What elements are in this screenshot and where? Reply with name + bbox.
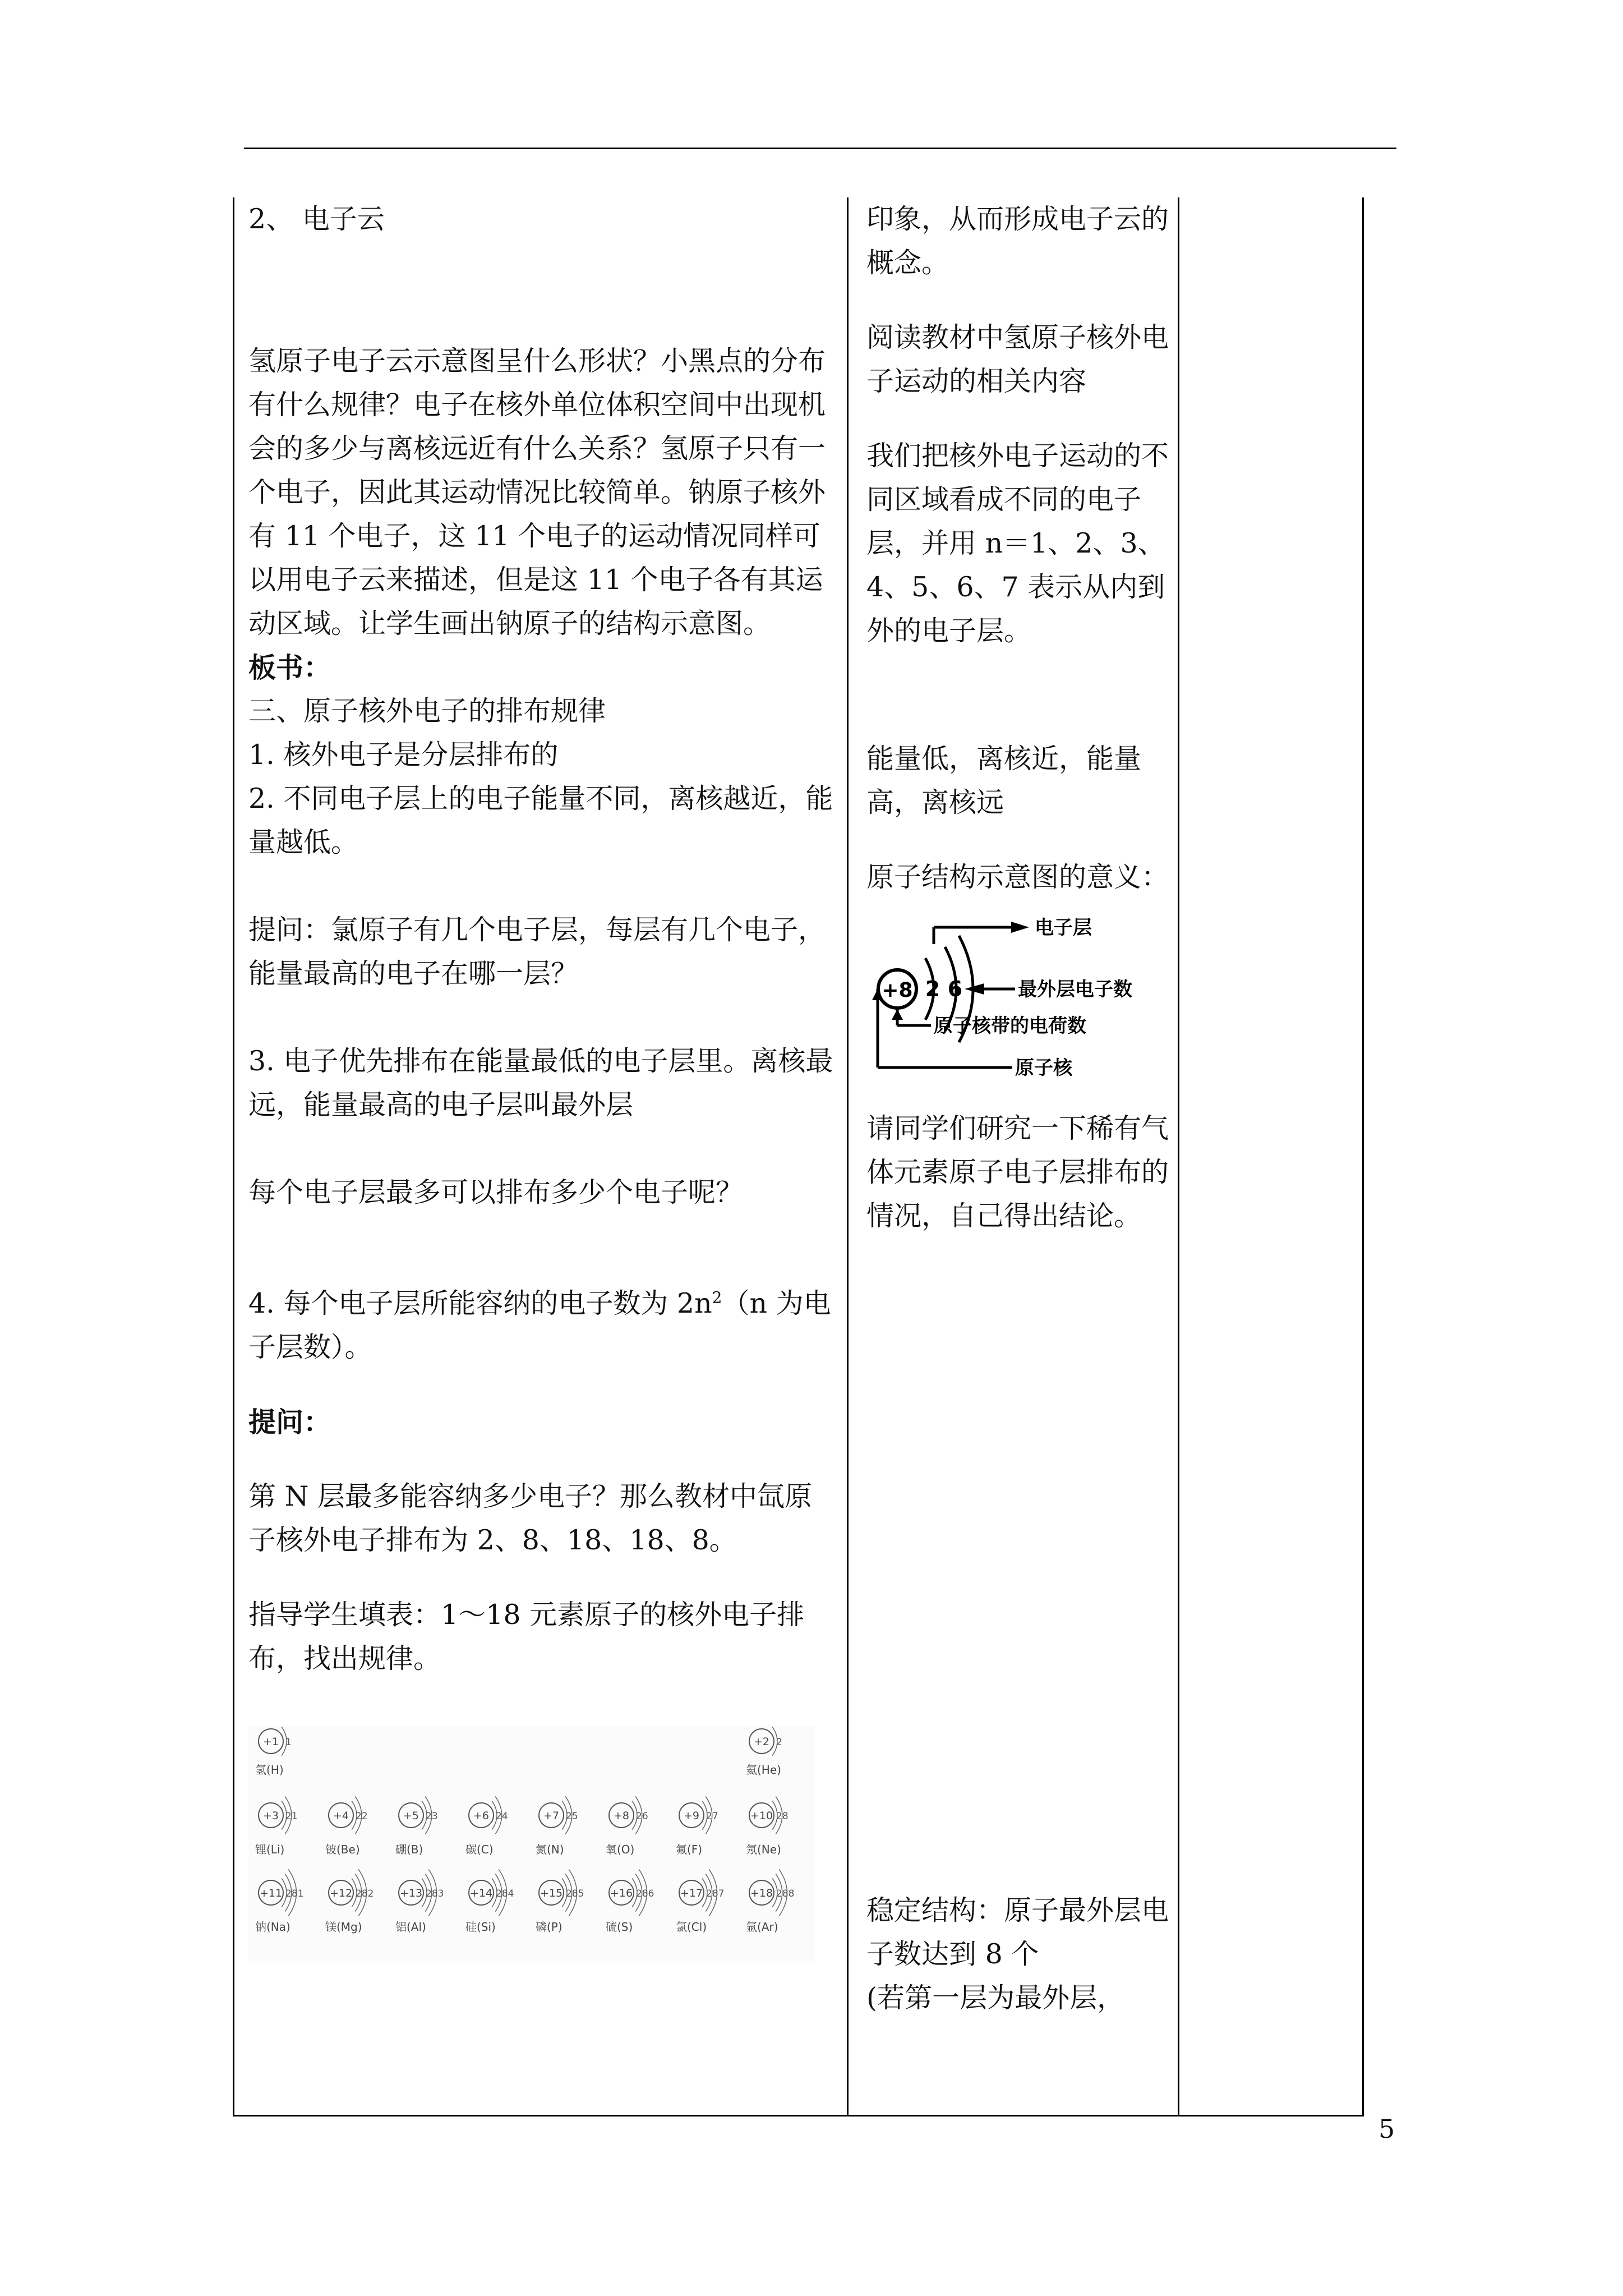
note-first-shell: (若第一层为最外层， (866, 1982, 1125, 2014)
guide-instruction: 指导学生填表：1～18 元素原子的核外电子排布，找出规律。 (248, 1599, 805, 1674)
element-diagram (325, 1796, 368, 1856)
element-name: 氮(N) (536, 1843, 564, 1856)
atomic-structure-svg (866, 905, 1178, 1107)
element-charge: +1 (262, 1736, 279, 1748)
element-diagram (536, 1869, 584, 1934)
page-number: 5 (1378, 2114, 1395, 2144)
element-shell-counts: 26 (636, 1811, 648, 1822)
element-diagram (255, 1796, 298, 1856)
element-name: 氩(Ar) (746, 1920, 778, 1934)
element-diagram (255, 1869, 303, 1934)
question-xenon: 第 N 层最多能容纳多少电子？那么教材中氙原子核外电子排布为 2、8、18、18、8。 (248, 1480, 813, 1556)
element-shell-counts: 284 (496, 1888, 514, 1899)
element-charge: +15 (540, 1887, 563, 1899)
element-name: 铍(Be) (325, 1843, 360, 1856)
element-diagram (606, 1869, 654, 1934)
element-diagram (606, 1796, 648, 1856)
element-shell-diagrams (248, 1726, 815, 1961)
teacher-activity-column (248, 197, 837, 1961)
element-shell-counts: 24 (496, 1811, 508, 1822)
element-charge: +9 (683, 1810, 700, 1822)
element-diagram (325, 1869, 374, 1934)
element-diagram (395, 1869, 444, 1934)
element-diagram (676, 1796, 718, 1856)
element-name: 碳(C) (465, 1843, 494, 1856)
element-name: 镁(Mg) (325, 1920, 362, 1934)
note-noble-gas: 请同学们研究一下稀有气体元素原子电子层排布的情况，自己得出结论。 (866, 1112, 1169, 1232)
element-diagram (465, 1796, 508, 1856)
element-charge: +16 (610, 1887, 633, 1899)
element-diagram (536, 1796, 578, 1856)
element-charge: +3 (262, 1810, 279, 1822)
element-charge: +18 (750, 1887, 773, 1899)
element-shell-counts: 22 (356, 1811, 368, 1822)
note-energy: 能量低，离核近，能量高，离核远 (866, 743, 1142, 818)
element-name: 硅(Si) (465, 1920, 496, 1934)
element-shell-counts: 288 (776, 1888, 795, 1899)
note-electron-shells: 我们把核外电子运动的不同区域看成不同的电子层，并用 n＝1、2、3、4、5、6、7 表示从内到外的电子层。 (866, 440, 1169, 647)
charge-arrow-icon (892, 1009, 903, 1020)
element-shell-counts: 2 (776, 1737, 782, 1748)
element-diagram (746, 1796, 789, 1856)
rule-4-text: 4. 每个电子层所能容纳的电子数为 2n (248, 1287, 712, 1319)
electron-cloud-paragraph: 氢原子电子云示意图呈什么形状？小黑点的分布有什么规律？电子在核外单位体积空间中出现机会的多少与离核远近有什么关系？氢原子只有一个电子，因此其运动情况比较简单。钠原子核外有 11 个电子，这 11 个电子的运动情况同样可以用电子云来描述，但是这 11 个电子各有其运动区域。让学生画出钠原子的结构示意图。 (248, 345, 826, 639)
label-nucleus: 原子核 (1015, 1057, 1072, 1079)
element-shell-counts: 27 (706, 1811, 718, 1822)
element-name: 氖(Ne) (746, 1843, 781, 1856)
rule-4-suffix: （n 为电子层数）。 (248, 1287, 831, 1363)
element-charge: +4 (333, 1810, 349, 1822)
element-name: 氦(He) (746, 1763, 781, 1777)
element-charge: +2 (753, 1736, 770, 1748)
element-diagram (746, 1869, 794, 1934)
element-name: 硫(S) (606, 1920, 633, 1934)
student-activity-column (866, 197, 1178, 2020)
nucleus-charge: +8 (882, 979, 913, 1002)
rule-1: 1. 核外电子是分层排布的 (248, 739, 559, 771)
element-charge: +12 (329, 1887, 353, 1899)
element-name: 氯(Cl) (676, 1920, 707, 1934)
note-read-textbook: 阅读教材中氢原子核外电子运动的相关内容 (866, 321, 1169, 397)
element-name: 氧(O) (606, 1843, 635, 1856)
element-diagram (746, 1727, 782, 1777)
element-diagram (395, 1796, 438, 1856)
rule-4 (248, 1282, 837, 1369)
element-charge: +8 (613, 1810, 630, 1822)
element-shell-counts: 282 (356, 1888, 374, 1899)
rule-4-superscript: 2 (712, 1288, 722, 1307)
label-outer-electrons: 最外层电子数 (1018, 978, 1132, 1001)
outer-arrow-icon (965, 983, 984, 995)
element-charge: +10 (750, 1810, 773, 1822)
element-shell-counts: 285 (566, 1888, 584, 1899)
element-shell-counts: 25 (566, 1811, 578, 1822)
table-border-right (1362, 197, 1364, 2116)
table-border-left (233, 197, 234, 2116)
element-diagram (676, 1869, 724, 1934)
element-diagram (465, 1869, 514, 1934)
element-charge: +5 (403, 1810, 419, 1822)
board-label: 板书： (248, 651, 331, 684)
shell-2-count: 6 (947, 977, 963, 1001)
rule-title: 三、原子核外电子的排布规律 (248, 695, 606, 727)
element-diagram (255, 1727, 292, 1777)
element-shell-counts: 287 (706, 1888, 725, 1899)
element-shell-counts: 286 (636, 1888, 654, 1899)
element-charge: +17 (680, 1887, 703, 1899)
element-charge: +7 (543, 1810, 560, 1822)
note-stable-structure: 稳定结构：原子最外层电子数达到 8 个 (866, 1894, 1169, 1970)
element-name: 氟(F) (676, 1843, 703, 1856)
element-charge: +6 (473, 1810, 490, 1822)
shell-1-count: 2 (925, 977, 940, 1001)
atomic-structure-diagram (866, 905, 1178, 1107)
element-name: 氢(H) (255, 1763, 284, 1777)
section-heading: 2、 电子云 (248, 203, 385, 235)
note-electron-cloud: 印象，从而形成电子云的概念。 (866, 203, 1169, 279)
element-charge: +11 (259, 1887, 283, 1899)
table-divider-1 (847, 197, 849, 2116)
element-shell-counts: 21 (285, 1811, 298, 1822)
rule-3: 3. 电子优先排布在能量最低的电子层里。离核最远，能量最高的电子层叫最外层 (248, 1045, 833, 1121)
element-name: 硼(B) (395, 1843, 423, 1856)
table-border-bottom (233, 2115, 1364, 2116)
element-shell-counts: 28 (776, 1811, 789, 1822)
rule-2: 2. 不同电子层上的电子能量不同，离核越近，能量越低。 (248, 783, 833, 858)
ask-label: 提问： (248, 1406, 331, 1438)
label-nuclear-charge: 原子核带的电荷数 (934, 1015, 1086, 1037)
element-charge: +13 (399, 1887, 423, 1899)
element-shell-counts: 281 (285, 1888, 304, 1899)
question-chlorine: 提问：氯原子有几个电子层，每层有几个电子，能量最高的电子在哪一层？ (248, 914, 826, 990)
table-divider-2 (1178, 197, 1179, 2116)
element-name: 铝(Al) (395, 1920, 426, 1934)
element-shell-counts: 23 (426, 1811, 438, 1822)
element-charge: +14 (469, 1887, 493, 1899)
note-diagram-meaning: 原子结构示意图的意义： (866, 861, 1169, 893)
element-shell-counts: 1 (285, 1737, 292, 1748)
lesson-table (233, 197, 1364, 2116)
question-capacity: 每个电子层最多可以排布多少个电子呢？ (248, 1176, 744, 1208)
shell-arrow-icon (1011, 922, 1029, 933)
element-name: 磷(P) (536, 1920, 562, 1934)
element-name: 钠(Na) (255, 1920, 291, 1934)
element-shell-chart (248, 1726, 815, 1961)
header-rule (244, 148, 1396, 149)
element-name: 锂(Li) (255, 1843, 285, 1856)
label-electron-shell: 电子层 (1035, 917, 1092, 939)
element-shell-counts: 283 (426, 1888, 444, 1899)
